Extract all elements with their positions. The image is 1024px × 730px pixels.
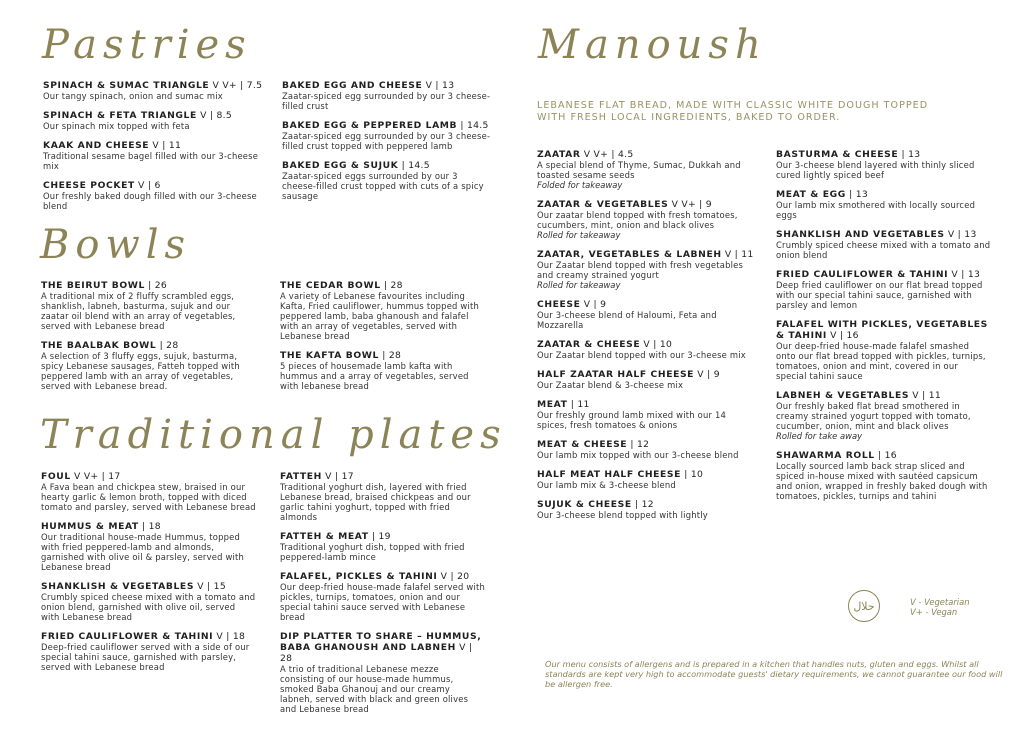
item-title: LABNEH & VEGETABLES <box>776 390 910 401</box>
item-price: V | 11 <box>909 390 941 401</box>
item-price: | 10 <box>681 469 704 480</box>
menu-item-name <box>43 140 263 151</box>
item-title: HALF ZAATAR HALF CHEESE <box>537 369 695 380</box>
item-title: KAAK AND CHEESE <box>43 140 150 151</box>
item-price: | 14.5 <box>457 120 489 131</box>
menu-item-name <box>537 299 757 310</box>
menu-item <box>537 339 757 360</box>
item-price: V | 16 <box>826 330 859 341</box>
menu-item-description: Crumbly spiced cheese mixed with a tomato and onion blend, garnished with olive oil, served with Lebanese bread <box>41 592 256 622</box>
item-price: V V+ | 7.5 <box>209 80 263 91</box>
item-price: | 19 <box>368 531 391 542</box>
diet-legend <box>910 597 970 617</box>
manoush-intro: LEBANESE FLAT BREAD, MADE WITH CLASSIC WHITE DOUGH TOPPED WITH FRESH LOCAL INGREDIENTS, BAKED TO ORDER. <box>537 100 929 123</box>
menu-item-description: A variety of Lebanese favourites including Kafta, Fried cauliflower, hummus topped with peppered lamb, baba ghanoush and falafel with an array of vegetables, served with Lebanese bread <box>280 291 479 341</box>
item-price: V | 8.5 <box>196 110 233 121</box>
item-title: THE CEDAR BOWL <box>280 280 381 291</box>
menu-item <box>776 390 991 441</box>
menu-item-name <box>43 80 263 91</box>
menu-item-name <box>776 189 991 200</box>
menu-item-name <box>41 631 256 642</box>
menu-item-name <box>537 339 757 350</box>
item-price: V | 11 <box>721 249 754 260</box>
menu-item <box>537 499 757 520</box>
menu-item-description: Our deep-fried house-made falafel served with pickles, turnips, tomatoes, onion and our special tahini sauce served with Lebanese bread <box>280 582 485 622</box>
menu-item <box>43 80 263 101</box>
menu-item <box>282 80 492 111</box>
menu-item-description: A special blend of Thyme, Sumac, Dukkah and toasted sesame seeds <box>537 160 741 180</box>
item-price: V V+ | 17 <box>70 471 121 482</box>
menu-item-description: Our spinach mix topped with feta <box>43 121 190 131</box>
menu-item <box>537 439 757 460</box>
menu-item-name <box>537 149 757 160</box>
item-title: ZAATAR & CHEESE <box>537 339 641 350</box>
menu-item-name <box>537 499 757 510</box>
item-price: V | 6 <box>134 180 161 191</box>
item-title: CHEESE <box>537 299 581 310</box>
item-title: SHAWARMA ROLL <box>776 450 875 461</box>
bowls-left-list <box>41 280 256 400</box>
item-price: V | 13 <box>422 80 455 91</box>
menu-item-description: Deep-fried cauliflower served with a side of our special tahini sauce, garnished with parsley, served with Lebanese bread <box>41 642 250 672</box>
menu-item-name <box>280 350 485 361</box>
halal-logo-icon: حلال <box>848 590 880 622</box>
menu-item-name <box>776 229 991 240</box>
menu-item <box>537 299 757 330</box>
menu-item-name <box>776 450 991 461</box>
manoush-right-list <box>776 149 991 510</box>
manoush-left-list <box>537 149 757 529</box>
item-title: SHANKLISH AND VEGETABLES <box>776 229 945 240</box>
item-title: FRIED CAULIFLOWER & TAHINI <box>41 631 214 642</box>
menu-item <box>280 571 485 622</box>
menu-item-description: Traditional yoghurt dish, topped with fried peppered-lamb mince <box>280 542 465 562</box>
menu-item-description: Our zaatar blend topped with fresh tomatoes, cucumbers, mint, onion and black olives <box>537 210 738 230</box>
menu-item <box>280 280 485 341</box>
menu-item-description: A Fava bean and chickpea stew, braised in our hearty garlic & lemon broth, topped with diced tomato and parsley, served with Lebanese bread <box>41 482 256 512</box>
menu-item <box>43 180 263 211</box>
menu-item <box>282 120 492 151</box>
menu-item <box>43 140 263 171</box>
menu-item <box>41 280 256 331</box>
heading-bowls: Bowls <box>40 222 192 268</box>
item-price: | 11 <box>567 399 590 410</box>
menu-item-name <box>776 390 991 401</box>
item-price: V | 20 <box>437 571 470 582</box>
item-title: ZAATAR, VEGETABLES & LABNEH <box>537 249 722 260</box>
item-title: SUJUK & CHEESE <box>537 499 632 510</box>
menu-item <box>776 319 991 381</box>
menu-item <box>776 229 991 260</box>
heading-plates: Traditional plates <box>40 412 507 458</box>
item-title: MEAT <box>537 399 568 410</box>
item-title: BAKED EGG & PEPPERED LAMB <box>282 120 458 131</box>
menu-item-description: Our deep-fried house-made falafel smashed onto our flat bread topped with pickles, turnips, tomatoes, onion and mint, covered in our special tahini sauce <box>776 341 986 381</box>
menu-item-name <box>282 120 492 131</box>
menu-item-description: Locally sourced lamb back strap sliced and spiced in-house mixed with sautéed capsicum and onion, wrapped in freshly baked dough with tomatoes, pickles, turnips and tahini <box>776 461 988 501</box>
item-title: HUMMUS & MEAT <box>41 521 139 532</box>
menu-item-description: Zaatar-spiced egg surrounded by our 3 cheese-filled crust topped with peppered lamb <box>282 131 491 151</box>
menu-item-name <box>280 471 485 482</box>
menu-item-name <box>280 531 485 542</box>
item-price: | 12 <box>627 439 650 450</box>
menu-item-note: Rolled for takeaway <box>537 280 621 290</box>
menu-item <box>537 149 757 190</box>
item-title: THE BAALBAK BOWL <box>41 340 157 351</box>
item-title: SPINACH & SUMAC TRIANGLE <box>43 80 210 91</box>
menu-item-name <box>280 631 485 664</box>
item-price: | 18 <box>138 521 161 532</box>
menu-item-name <box>43 180 263 191</box>
item-price: V | 10 <box>640 339 673 350</box>
menu-item-name <box>776 319 991 341</box>
heading-pastries: Pastries <box>42 22 252 68</box>
menu-item <box>282 160 492 201</box>
item-title: BASTURMA & CHEESE <box>776 149 899 160</box>
menu-item-name <box>537 439 757 450</box>
menu-item-name <box>41 280 256 291</box>
menu-item-description: Zaatar-spiced egg surrounded by our 3 cheese-filled crust <box>282 91 491 111</box>
menu-item-description: Our 3-cheese blend of Haloumi, Feta and Mozzarella <box>537 310 717 330</box>
menu-item <box>43 110 263 131</box>
item-title: FATTEH <box>280 471 322 482</box>
legend-vegan: V+ - Vegan <box>910 607 958 617</box>
item-title: ZAATAR <box>537 149 581 160</box>
menu-item <box>537 399 757 430</box>
pastries-right-list <box>282 80 492 210</box>
item-price: | 26 <box>144 280 168 291</box>
item-title: CHEESE POCKET <box>43 180 135 191</box>
item-title: FALAFEL WITH PICKLES, VEGETABLES & TAHINI <box>776 319 988 341</box>
menu-item-description: Traditional sesame bagel filled with our 3-cheese mix <box>43 151 259 171</box>
menu-item <box>537 469 757 490</box>
item-price: V | 15 <box>194 581 226 592</box>
item-title: FATTEH & MEAT <box>280 531 369 542</box>
menu-item-name <box>776 269 991 280</box>
menu-item <box>280 350 485 391</box>
pastries-left-list <box>43 80 263 220</box>
menu-item-name <box>41 581 256 592</box>
item-title: MEAT & EGG <box>776 189 846 200</box>
menu-item <box>41 631 256 672</box>
item-price: V V+ | 9 <box>668 199 712 210</box>
menu-item-name <box>282 80 492 91</box>
item-price: V | 13 <box>948 269 981 280</box>
menu-item <box>537 369 757 390</box>
menu-item-description: Our freshly ground lamb mixed with our 14 spices, fresh tomatoes & onions <box>537 410 727 430</box>
item-title: BAKED EGG AND CHEESE <box>282 80 423 91</box>
item-title: BAKED EGG & SUJUK <box>282 160 399 171</box>
item-price: V | 17 <box>321 471 354 482</box>
menu-item-note: Rolled for take away <box>776 431 863 441</box>
item-price: V | 9 <box>694 369 720 380</box>
menu-item <box>537 249 757 290</box>
menu-item <box>776 149 991 180</box>
menu-item-description: Traditional yoghurt dish, layered with fried Lebanese bread, braised chickpeas and our garlic tahini yoghurt, topped with fried almonds <box>280 482 471 522</box>
item-price: | 16 <box>874 450 897 461</box>
menu-item-description: Our freshly baked flat bread smothered in creamy strained yogurt topped with tomato, cucumber, onion, mint and black olives <box>776 401 971 431</box>
menu-item-description: Our lamb mix topped with our 3-cheese blend <box>537 450 739 460</box>
menu-item-name <box>537 249 757 260</box>
plates-left-list <box>41 471 256 681</box>
item-title: FRIED CAULIFLOWER & TAHINI <box>776 269 949 280</box>
allergen-footer: Our menu consists of allergens and is prepared in a kitchen that handles nuts, gluten and eggs. Whilst all standards are kept very high to accommodate guests' dietary requirements, we cannot guarantee our food will be allergen free. <box>545 659 1003 689</box>
menu-item <box>280 531 485 562</box>
item-price: | 13 <box>898 149 921 160</box>
menu-item-name <box>537 399 757 410</box>
item-price: V | 11 <box>149 140 182 151</box>
menu-item-description: Zaatar-spiced eggs surrounded by our 3 cheese-filled crust topped with cuts of a spicy sausage <box>282 171 484 201</box>
menu-item <box>776 450 991 501</box>
menu-item <box>280 471 485 522</box>
menu-item-description: Crumbly spiced cheese mixed with a tomato and onion blend <box>776 240 991 260</box>
menu-item-note: Folded for takeaway <box>537 180 623 190</box>
item-price: | 13 <box>845 189 868 200</box>
item-price: V | 18 <box>213 631 246 642</box>
legend-vegetarian: V - Vegetarian <box>910 597 970 607</box>
menu-item <box>776 189 991 220</box>
menu-item-description: Our traditional house-made Hummus, topped with fried peppered-lamb and almonds, garnished with olive oil & parsley, served with Lebanese bread <box>41 532 245 572</box>
menu-item <box>41 581 256 622</box>
item-title: DIP PLATTER TO SHARE – HUMMUS, BABA GHANOUSH AND LABNEH <box>280 631 482 653</box>
menu-item <box>776 269 991 310</box>
menu-item-description: A selection of 3 fluffy eggs, sujuk, basturma, spicy Lebanese sausages, Fatteh topped with peppered lamb with an array of vegetables, served with Lebanese bread. <box>41 351 240 391</box>
item-price: V | 28 <box>280 642 473 664</box>
menu-item-description: Deep fried cauliflower on our flat bread topped with our special tahini sauce, garnished with parsley and lemon <box>776 280 983 310</box>
menu-item-description: A traditional mix of 2 fluffy scrambled eggs, shanklish, labneh, basturma, sujuk and our zaatar oil blend with an array of vegetables, served with Lebanese bread <box>41 291 236 331</box>
menu-item <box>41 471 256 512</box>
item-title: THE BEIRUT BOWL <box>41 280 145 291</box>
item-price: | 28 <box>380 280 403 291</box>
menu-item-name <box>537 199 757 210</box>
item-title: THE KAFTA BOWL <box>280 350 379 361</box>
item-title: SHANKLISH & VEGETABLES <box>41 581 195 592</box>
menu-item-description: Our Zaatar blend & 3-cheese mix <box>537 380 684 390</box>
menu-item-name <box>280 571 485 582</box>
menu-item <box>41 340 256 391</box>
menu-item-name <box>537 469 757 480</box>
menu-item-description: Our Zaatar blend topped with our 3-cheese mix <box>537 350 746 360</box>
menu-item <box>41 521 256 572</box>
menu-item <box>280 631 485 714</box>
menu-item-note: Rolled for takeaway <box>537 230 621 240</box>
item-price: | 14.5 <box>398 160 430 171</box>
menu-item-name <box>776 149 991 160</box>
menu-item-name <box>537 369 757 380</box>
menu-item-name <box>41 340 256 351</box>
menu-item-description: 5 pieces of housemade lamb kafta with hummus and a array of vegetables, served with lebanese bread <box>280 361 469 391</box>
heading-manoush: Manoush <box>538 22 767 68</box>
menu-item-name <box>43 110 263 121</box>
menu-item-description: A trio of traditional Lebanese mezze consisting of our house-made hummus, smoked Baba Ghanouj and our creamy labneh, served with black and green olives and Lebanese bread <box>280 664 469 714</box>
menu-item-description: Our 3-cheese blend topped with lightly <box>537 510 708 520</box>
menu-item-description: Our lamb mix smothered with locally sourced eggs <box>776 200 976 220</box>
item-price: V | 13 <box>944 229 977 240</box>
menu-item-description: Our lamb mix & 3-cheese blend <box>537 480 676 490</box>
item-title: FALAFEL, PICKLES & TAHINI <box>280 571 438 582</box>
item-title: HALF MEAT HALF CHEESE <box>537 469 682 480</box>
bowls-right-list <box>280 280 485 400</box>
menu-item-description: Our Zaatar blend topped with fresh vegetables and creamy strained yogurt <box>537 260 744 280</box>
menu-item-name <box>41 471 256 482</box>
menu-item-name <box>282 160 492 171</box>
menu-item-name <box>41 521 256 532</box>
item-title: FOUL <box>41 471 71 482</box>
menu-item-description: Our tangy spinach, onion and sumac mix <box>43 91 223 101</box>
plates-right-list <box>280 471 485 723</box>
item-title: MEAT & CHEESE <box>537 439 628 450</box>
menu-item-name <box>280 280 485 291</box>
item-price: | 12 <box>631 499 654 510</box>
item-title: SPINACH & FETA TRIANGLE <box>43 110 197 121</box>
item-title: ZAATAR & VEGETABLES <box>537 199 669 210</box>
menu-item-description: Our 3-cheese blend layered with thinly sliced cured lightly spiced beef <box>776 160 975 180</box>
item-price: | 28 <box>379 350 402 361</box>
menu-item <box>537 199 757 240</box>
item-price: V | 9 <box>580 299 607 310</box>
item-price: | 28 <box>156 340 179 351</box>
item-price: V V+ | 4.5 <box>580 149 634 160</box>
menu-item-description: Our freshly baked dough filled with our 3-cheese blend <box>43 191 257 211</box>
